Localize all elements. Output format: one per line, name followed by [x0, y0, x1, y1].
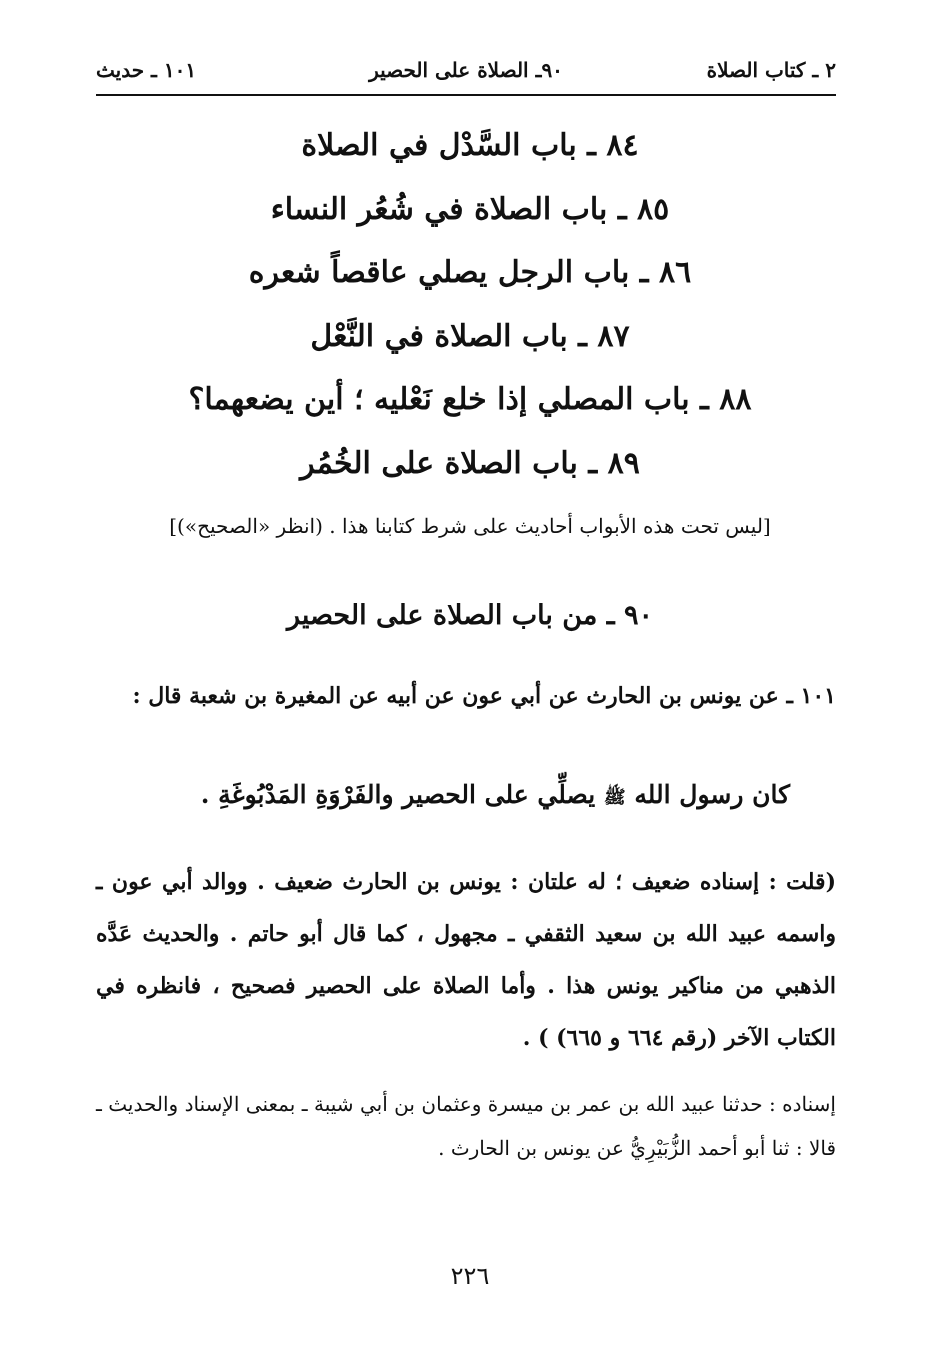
running-header: [96, 56, 836, 96]
chapter-list: [100, 118, 840, 499]
chapter-heading: ٨٥ ـ باب الصلاة في شُعُر النساء: [270, 191, 670, 227]
hadith-text-end: يصلِّي على الحصير والفَرْوَةِ المَدْبُوغَةِ .: [200, 780, 596, 809]
header-chapter-title: ٩٠ـ الصلاة على الحصير: [369, 58, 563, 82]
isnad-paragraph: إسناده : حدثنا عبيد الله بن عمر بن ميسرة وعثمان بن أبي شيبة ـ بمعنى الإسناد والحديث ـ قالا : ثنا أبو أحمد الزُّبَيْرِيُّ عن يونس بن الحارث .: [96, 1092, 836, 1160]
chapter-heading: ٨٤ ـ باب السَّدْل في الصلاة: [301, 128, 639, 163]
chapter-heading: ٨٩ ـ باب الصلاة على الخُمُر: [300, 445, 640, 481]
salutation-seal: ﷺ: [603, 787, 626, 808]
commentary-paragraph: (قلت : إسناده ضعيف ؛ له علتان : يونس بن الحارث ضعيف . ووالد أبي عون ـ واسمه عبيد الله بن سعيد الثقفي ـ مجهول ، كما قال أبو حاتم . والحديث عَدَّه الذهبي من مناكير يونس هذا . وأما الصلاة على الحصير فصحيح ، فانظره في الكتاب الآخر (رقم ٦٦٤ و ٦٦٥) ) .: [96, 869, 836, 1051]
hadith-text: [96, 780, 790, 812]
chapter-heading: ٨٦ ـ باب الرجل يصلي عاقصاً شعره: [248, 255, 692, 290]
chapter-heading: ٨٨ ـ باب المصلي إذا خلع نَعْليه ؛ أين يضعهما؟: [188, 382, 752, 417]
header-book-title: ٢ ـ كتاب الصلاة: [706, 58, 836, 82]
hadith-chain: ١٠١ ـ عن يونس بن الحارث عن أبي عون عن أبيه عن المغيرة بن شعبة قال :: [132, 683, 836, 709]
section-title: ٩٠ ـ من باب الصلاة على الحصير: [286, 600, 654, 631]
page-number: ٢٢٦: [450, 1262, 490, 1290]
header-hadith-number: ١٠١ ـ حديث: [96, 58, 197, 82]
editor-note: [ليس تحت هذه الأبواب أحاديث على شرط كتابنا هذا . (انظر «الصحيح»)]: [169, 514, 771, 538]
chapter-heading: ٨٧ ـ باب الصلاة في النَّعْل: [310, 318, 630, 354]
hadith-text-start: كان رسول الله: [634, 780, 790, 809]
